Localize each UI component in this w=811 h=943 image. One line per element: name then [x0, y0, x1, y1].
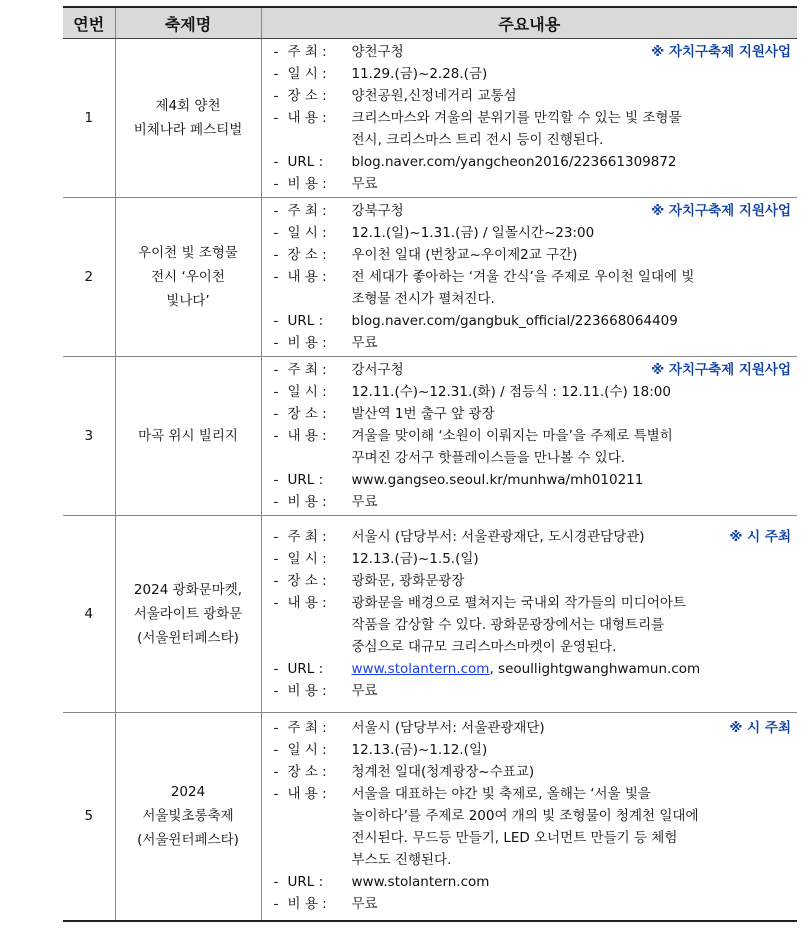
support-note: ※ 자치구축제 지원사업	[651, 203, 791, 219]
table-row	[63, 357, 797, 516]
dash: -	[273, 269, 279, 285]
url-line	[274, 310, 792, 332]
dash: -	[273, 764, 279, 781]
fee-line	[274, 173, 792, 195]
desc-line	[274, 592, 792, 614]
row-number: 3	[63, 357, 115, 516]
date-line	[274, 739, 792, 761]
row-number: 5	[63, 713, 115, 921]
fee-label: 비 용 :	[287, 176, 327, 192]
desc-line	[274, 266, 792, 288]
desc-label: 내 용 :	[287, 786, 327, 803]
date-value: 12.13.(금)~1.5.(일)	[351, 551, 479, 567]
place-value: 양천공원,신정네거리 교통섬	[351, 88, 517, 104]
host-line	[274, 359, 792, 381]
dash: -	[273, 529, 279, 545]
festival-name-line: (서울윈터페스타)	[137, 630, 239, 646]
dash: -	[273, 661, 279, 677]
date-value: 12.13.(금)~1.12.(일)	[351, 742, 488, 759]
fee-value: 무료	[351, 176, 378, 192]
host-label: 주 최 :	[287, 44, 327, 60]
place-line	[274, 403, 792, 425]
place-label: 장 소 :	[287, 406, 327, 422]
url-value: www.gangseo.seoul.kr/munhwa/mh010211	[351, 472, 644, 488]
desc-line	[274, 425, 792, 447]
support-note: ※ 자치구축제 지원사업	[651, 362, 791, 378]
url-label: URL :	[287, 874, 324, 891]
dash: -	[273, 176, 279, 192]
date-line	[274, 63, 792, 85]
dash: -	[273, 551, 279, 567]
host-value: 서울시 (담당부서: 서울관광재단, 도시경관담당관)	[351, 529, 645, 545]
place-value: 청계천 일대(청계광장~수표교)	[351, 764, 535, 781]
fee-line	[274, 680, 792, 702]
date-value: 12.1.(일)~1.31.(금) / 일몰시간~23:00	[351, 225, 595, 241]
festival-name	[115, 198, 261, 357]
row-number: 1	[63, 39, 115, 198]
festival-name-line: (서울윈터페스타)	[137, 832, 239, 849]
festival-details	[261, 198, 797, 357]
desc-value: 서울을 대표하는 야간 빛 축제로, 올해는 ‘서울 빛을	[351, 786, 651, 803]
date-line	[274, 222, 792, 244]
desc-continuation: 작품을 감상할 수 있다. 광화문광장에서는 대형트리를	[351, 617, 665, 633]
table-row	[63, 516, 797, 713]
desc-label: 내 용 :	[287, 110, 327, 126]
url-value-secondary: seoullightgwanghwamun.com	[498, 661, 701, 677]
festival-name-line: 제4회 양천	[155, 98, 221, 114]
dash: -	[273, 203, 279, 219]
dash: -	[273, 573, 279, 589]
desc-line	[274, 783, 792, 805]
url-label: URL :	[287, 472, 324, 488]
host-value: 강서구청	[351, 362, 404, 378]
desc-label: 내 용 :	[287, 269, 327, 285]
fee-line	[274, 893, 792, 915]
festival-name-line: 2024	[170, 784, 206, 801]
desc-continuation: 조형물 전시가 펼쳐진다.	[351, 291, 495, 307]
host-label: 주 최 :	[287, 529, 327, 545]
festival-name	[115, 357, 261, 516]
fee-value: 무료	[351, 896, 378, 913]
desc-continuation: 중심으로 대규모 크리스마스마켓이 운영된다.	[351, 639, 617, 655]
festival-name-line: 비체나라 페스티벌	[133, 122, 243, 138]
date-label: 일 시 :	[287, 225, 327, 241]
dash: -	[273, 896, 279, 913]
festival-name-line: 우이천 빛 조형물	[138, 245, 238, 261]
date-label: 일 시 :	[287, 742, 327, 759]
fee-label: 비 용 :	[287, 683, 327, 699]
place-value: 발산역 1번 출구 앞 광장	[351, 406, 495, 422]
table-header-row	[63, 7, 797, 39]
dash: -	[273, 313, 279, 329]
place-value: 우이천 일대 (번창교~우이제2교 구간)	[351, 247, 578, 263]
host-line	[274, 200, 792, 222]
url-line	[274, 871, 792, 893]
date-label: 일 시 :	[287, 66, 327, 82]
festival-name	[115, 39, 261, 198]
organizer-note: ※ 시 주최	[729, 720, 791, 737]
festival-name-line: 전시 ‘우이천	[151, 269, 225, 285]
dash: -	[273, 720, 279, 737]
fee-line	[274, 491, 792, 513]
url-label: URL :	[287, 154, 324, 170]
dash: -	[273, 225, 279, 241]
dash: -	[273, 362, 279, 378]
table-row	[63, 39, 797, 198]
festival-name-line: 2024 광화문마켓,	[133, 582, 243, 598]
fee-label: 비 용 :	[287, 896, 327, 913]
host-value: 강북구청	[351, 203, 404, 219]
dash: -	[273, 110, 279, 126]
header-no: 연번	[63, 7, 115, 39]
fee-label: 비 용 :	[287, 494, 327, 510]
festival-name	[115, 713, 261, 921]
url-line	[274, 151, 792, 173]
festival-name-line: 서울라이트 광화문	[133, 606, 243, 622]
url-label: URL :	[287, 313, 324, 329]
dash: -	[273, 472, 279, 488]
fee-line	[274, 332, 792, 354]
host-line	[274, 717, 792, 739]
dash: -	[273, 335, 279, 351]
date-label: 일 시 :	[287, 551, 327, 567]
support-note: ※ 자치구축제 지원사업	[651, 44, 791, 60]
festival-name	[115, 516, 261, 713]
dash: -	[273, 874, 279, 891]
dash: -	[273, 494, 279, 510]
dash: -	[273, 384, 279, 400]
desc-continuation: 꾸며진 강서구 핫플레이스들을 만나볼 수 있다.	[351, 450, 626, 466]
festival-name-line: 빛나다’	[166, 293, 210, 309]
place-label: 장 소 :	[287, 247, 327, 263]
dash: -	[273, 742, 279, 759]
dash: -	[273, 406, 279, 422]
row-number: 4	[63, 516, 115, 713]
desc-value: 전 세대가 좋아하는 ‘겨울 간식’을 주제로 우이천 일대에 빛	[351, 269, 695, 285]
dash: -	[273, 428, 279, 444]
website-link[interactable]: www.stolantern.com	[351, 661, 490, 677]
place-line	[274, 244, 792, 266]
festival-table	[63, 6, 797, 922]
date-value: 12.11.(수)~12.31.(화) / 점등식 : 12.11.(수) 18:00	[351, 384, 671, 400]
festival-details	[261, 39, 797, 198]
place-line	[274, 570, 792, 592]
place-label: 장 소 :	[287, 573, 327, 589]
header-name: 축제명	[115, 7, 261, 39]
dash: -	[273, 66, 279, 82]
table-row	[63, 713, 797, 921]
header-content: 주요내용	[261, 7, 797, 39]
place-label: 장 소 :	[287, 764, 327, 781]
dash: -	[273, 44, 279, 60]
fee-value: 무료	[351, 335, 378, 351]
date-label: 일 시 :	[287, 384, 327, 400]
url-line: - URL : www.stolantern.com, seoullightgwanghwamun.com	[274, 658, 792, 680]
date-value: 11.29.(금)~2.28.(금)	[351, 66, 488, 82]
host-label: 주 최 :	[287, 203, 327, 219]
fee-value: 무료	[351, 494, 378, 510]
desc-continuation: 전시된다. 무드등 만들기, LED 오너먼트 만들기 등 체험	[351, 830, 678, 847]
dash: -	[273, 683, 279, 699]
dash: -	[273, 88, 279, 104]
festival-details	[261, 516, 797, 713]
organizer-note: ※ 시 주최	[729, 529, 791, 545]
desc-continuation: 놀이하다’를 주제로 200여 개의 빛 조형물이 청계천 일대에	[351, 808, 699, 825]
place-label: 장 소 :	[287, 88, 327, 104]
url-line	[274, 469, 792, 491]
desc-continuation: 전시, 크리스마스 트리 전시 등이 진행된다.	[351, 132, 604, 148]
host-label: 주 최 :	[287, 720, 327, 737]
dash: -	[273, 786, 279, 803]
host-label: 주 최 :	[287, 362, 327, 378]
host-value: 서울시 (담당부서: 서울관광재단)	[351, 720, 545, 737]
place-line	[274, 761, 792, 783]
desc-value: 크리스마스와 겨울의 분위기를 만끽할 수 있는 빛 조형물	[351, 110, 682, 126]
desc-continuation: 부스도 진행된다.	[351, 852, 452, 869]
host-line	[274, 526, 792, 548]
row-number: 2	[63, 198, 115, 357]
url-label: URL :	[287, 661, 324, 677]
festival-name-line: 서울빛초롱축제	[142, 808, 234, 825]
host-line	[274, 41, 792, 63]
url-value: blog.naver.com/yangcheon2016/223661309872	[351, 154, 677, 170]
url-value: blog.naver.com/gangbuk_official/223668064409	[351, 313, 678, 329]
table-row	[63, 198, 797, 357]
url-value: www.stolantern.com	[351, 874, 490, 891]
festival-details	[261, 357, 797, 516]
festival-details	[261, 713, 797, 921]
desc-label: 내 용 :	[287, 595, 327, 611]
desc-line	[274, 107, 792, 129]
desc-value: 광화문을 배경으로 펼쳐지는 국내외 작가들의 미디어아트	[351, 595, 686, 611]
festival-name-line: 마곡 위시 빌리지	[138, 428, 238, 444]
desc-value: 겨울을 맞이해 ‘소원이 이뤄지는 마을’을 주제로 특별히	[351, 428, 673, 444]
dash: -	[273, 154, 279, 170]
dash: -	[273, 247, 279, 263]
host-value: 양천구청	[351, 44, 404, 60]
date-line	[274, 381, 792, 403]
fee-value: 무료	[351, 683, 378, 699]
fee-label: 비 용 :	[287, 335, 327, 351]
place-line	[274, 85, 792, 107]
date-line	[274, 548, 792, 570]
place-value: 광화문, 광화문광장	[351, 573, 465, 589]
desc-label: 내 용 :	[287, 428, 327, 444]
dash: -	[273, 595, 279, 611]
